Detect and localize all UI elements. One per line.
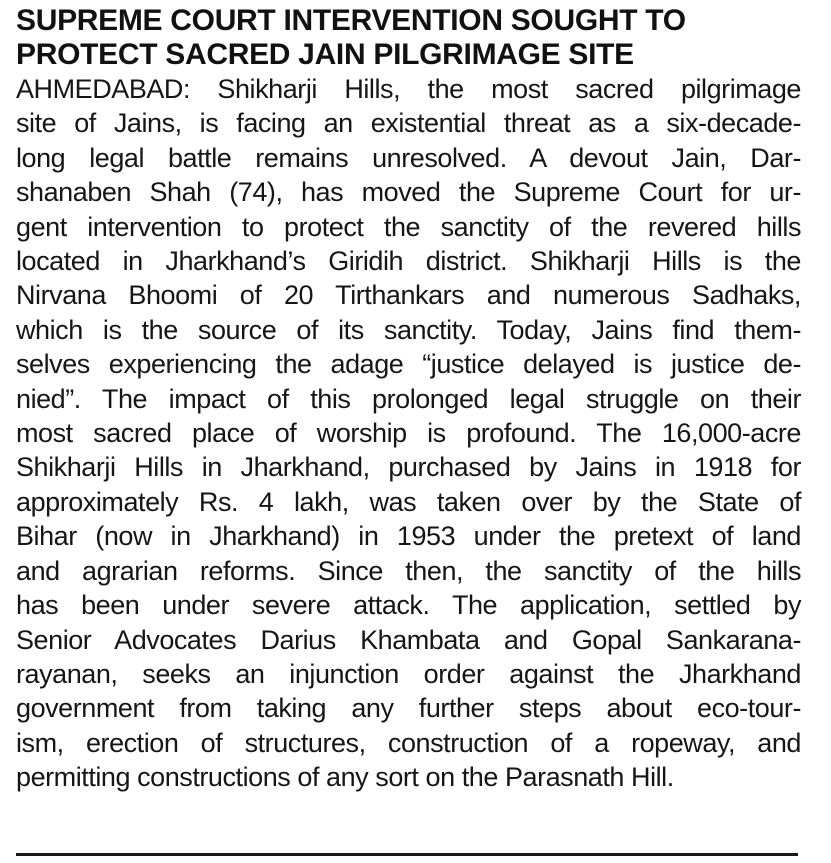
body-line: rayanan, seeks an injunction order against the Jharkhand — [16, 658, 801, 689]
body-line: long legal battle remains unresolved. A devout Jain, Dar- — [16, 142, 801, 173]
body-line: gent intervention to protect the sanctity of the revered hills — [16, 211, 801, 242]
body-line: and agrarian reforms. Since then, the sanctity of the hills — [16, 555, 801, 586]
news-article — [16, 4, 801, 795]
body-line: AHMEDABAD: Shikharji Hills, the most sacred pilgrimage — [16, 74, 801, 104]
headline-line-1: SUPREME COURT INTERVENTION SOUGHT TO — [16, 4, 686, 37]
body-line: Senior Advocates Darius Khambata and Gopal Sankarana- — [16, 624, 801, 655]
body-line: nied”. The impact of this prolonged legal struggle on their — [16, 383, 801, 414]
body-line: shanaben Shah (74), has moved the Supreme Court for ur- — [16, 177, 801, 208]
headline-line-2: PROTECT SACRED JAIN PILGRIMAGE SITE — [16, 38, 634, 71]
body-line: permitting constructions of any sort on the Parasnath Hill. — [16, 762, 674, 793]
body-line: Shikharji Hills in Jharkhand, purchased by Jains in 1918 for — [16, 452, 801, 483]
body-line: ism, erection of structures, construction of a ropeway, and — [16, 727, 801, 758]
bottom-divider — [16, 853, 798, 856]
body-line: approximately Rs. 4 lakh, was taken over by the State of — [16, 486, 801, 517]
body-line: government from taking any further steps about eco-tour- — [16, 693, 801, 724]
body-line: Bihar (now in Jharkhand) in 1953 under the pretext of land — [16, 521, 801, 552]
body-line: Nirvana Bhoomi of 20 Tirthankars and numerous Sadhaks, — [16, 280, 801, 311]
body-line: most sacred place of worship is profound. The 16,000-acre — [16, 418, 801, 449]
body-line: located in Jharkhand’s Giridih district. Shikharji Hills is the — [16, 246, 801, 277]
body-line: which is the source of its sanctity. Today, Jains find them- — [16, 314, 801, 345]
article-body — [16, 72, 801, 795]
body-line: has been under severe attack. The application, settled by — [16, 590, 801, 621]
article-headline — [16, 4, 801, 72]
body-line: site of Jains, is facing an existential threat as a six-decade- — [16, 108, 801, 139]
body-line: selves experiencing the adage “justice delayed is justice de- — [16, 349, 801, 380]
